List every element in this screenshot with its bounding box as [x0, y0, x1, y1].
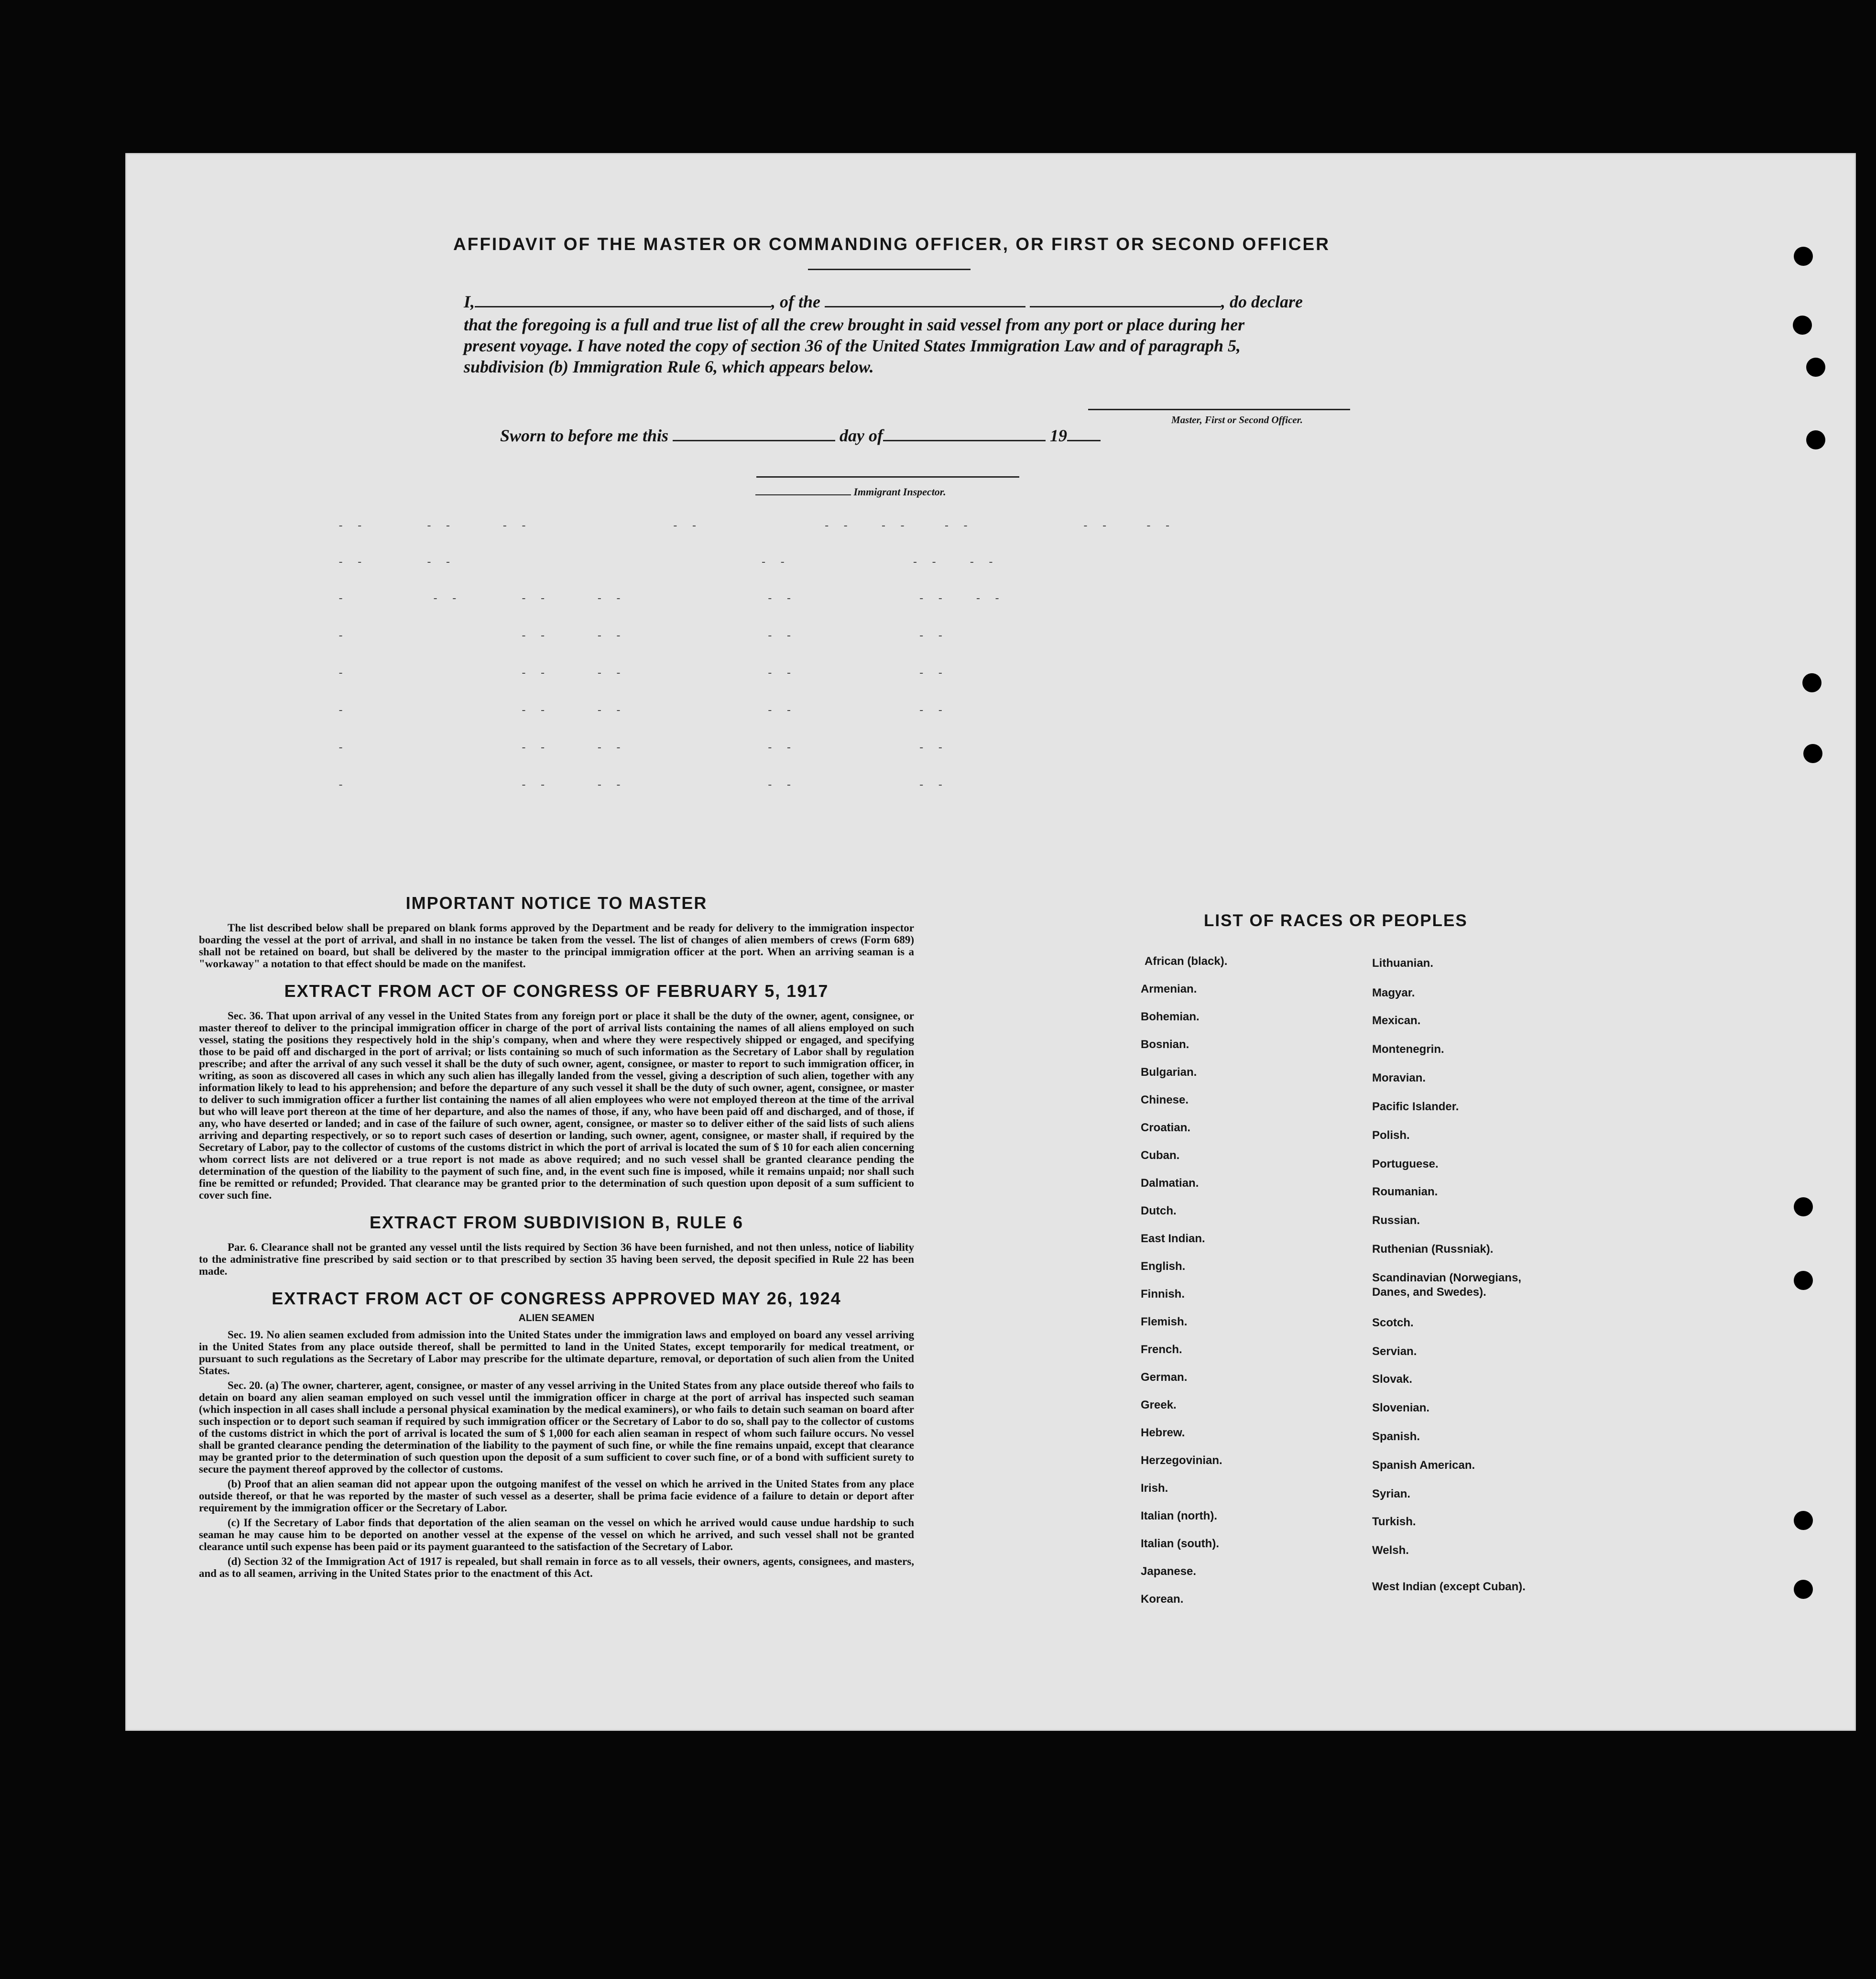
par-6-paragraph: Par. 6. Clearance shall not be granted any vessel until the lists required by Section 36 have been furnished, and not then unless, notice of liability to the administrative fine prescribed by said section or to that prescribed by section 35 having been served, the deposit specified in Rule 22 has been made.	[199, 1241, 914, 1277]
race-item: East Indian.	[1141, 1232, 1205, 1245]
sec-19-paragraph: Sec. 19. No alien seamen excluded from admission into the United States under the immigration laws and employed on board any vessel arriving in the United States from any place outside thereof, shall be permitted to land in the United States, except temporarily for medical treatment, or pursuant to such regulations as the Secretary of Labor may prescribe for the ultimate departure, removal, or deportation of such alien from the United States.	[199, 1329, 914, 1377]
race-item: Ruthenian (Russniak).	[1372, 1243, 1494, 1256]
sec-20a-paragraph: Sec. 20. (a) The owner, charterer, agent, consignee, or master of any vessel arriving in the United States from any place outside thereof who fails to detain on board any alien seaman employed on such vessel until the immigration officer in charge at the port of arrival has inspected such seaman (which inspection in all cases shall include a personal physical examination by the medical examiners), or who fails to detain such seaman on board after such inspection or to deport such seaman if required by such immigration officer or the Secretary of Labor to do so, shall pay to the collector of customs of the customs district in which the port of arrival is located the sum of $ 1,000 for each alien seaman in respect of whom such failure occurs. No vessel shall be granted clearance pending the determination of the liability to the payment of such fine, or while the fine remains unpaid, except that clearance may be granted prior to the determination of such question upon the deposit of a sum sufficient to cover such fine, or of a bond with sufficient surety to secure the payment thereof approved by the collector of customs.	[199, 1379, 914, 1475]
bleed-dash-row: - - - - - - - - -	[338, 705, 944, 717]
extract-rule6-body	[199, 1241, 914, 1277]
sec-20c-paragraph: (c) If the Secretary of Labor finds that deportation of the alien seaman on the vessel on which he arrived would cause undue hardship to such seaman he may cause him to be deported on another vessel at the expense of the vessel on which he arrived, and such vessel shall not be granted clearance until such expense has been paid or its payment guaranteed to the satisfaction of the Secretary of Labor.	[199, 1517, 914, 1553]
binder-hole-icon	[1794, 1271, 1813, 1290]
sworn-line	[500, 426, 1101, 446]
affidavit-i-label: I,	[464, 292, 475, 311]
sworn-month-field[interactable]	[883, 440, 1046, 441]
race-item: Moravian.	[1372, 1072, 1426, 1084]
sworn-day-field[interactable]	[673, 440, 835, 441]
race-item: Japanese.	[1141, 1565, 1197, 1578]
affidavit-line-2: that the foregoing is a full and true list of all the crew brought in said vessel from any port or place during her	[464, 315, 1245, 334]
title-underline	[808, 269, 971, 270]
sec-20d-paragraph: (d) Section 32 of the Immigration Act of 1917 is repealed, but shall remain in force as to all vessels, their owners, agents, consignees, and masters, and as to all seamen, arriving in the United States prior to the enactment of this Act.	[199, 1555, 914, 1579]
race-item: Herzegovinian.	[1141, 1454, 1222, 1467]
race-item: Portuguese.	[1372, 1158, 1439, 1170]
bleed-dash-row: - - - - - - - - -	[338, 779, 944, 791]
notice-title: IMPORTANT NOTICE TO MASTER	[405, 893, 708, 913]
race-item: Bulgarian.	[1141, 1066, 1197, 1079]
bleed-dash-row: - - - - - - - - - - - - -	[338, 593, 1001, 605]
master-signature-caption: Master, First or Second Officer.	[1171, 414, 1303, 426]
race-item: Pacific Islander.	[1372, 1100, 1459, 1113]
binder-hole-icon	[1802, 673, 1821, 692]
affidavit-of-the: , of the	[771, 292, 821, 311]
year-prefix: 19	[1050, 426, 1068, 445]
binder-hole-icon	[1794, 1511, 1813, 1530]
vessel-name-field[interactable]	[825, 306, 1025, 307]
binder-hole-icon	[1794, 1580, 1813, 1599]
vessel-line-field[interactable]	[1030, 306, 1221, 307]
affidavit-line-3: present voyage. I have noted the copy of section 36 of the United States Immigration Law and of paragraph 5,	[464, 336, 1241, 355]
bleed-dash-row: - - - - - - - - -	[338, 667, 944, 679]
extract-rule6-title: EXTRACT FROM SUBDIVISION B, RULE 6	[369, 1213, 744, 1232]
race-item: Russian.	[1372, 1214, 1420, 1227]
race-item: French.	[1141, 1343, 1182, 1356]
binder-hole-icon	[1806, 358, 1825, 377]
race-item: Korean.	[1141, 1593, 1184, 1606]
race-item: Scandinavian (Norwegians, Danes, and Swedes).	[1372, 1271, 1522, 1299]
legal-notices-column	[199, 893, 914, 1582]
bleed-dash-row: - - - - - - - - - -	[338, 557, 994, 569]
race-item: Magyar.	[1372, 986, 1415, 999]
notice-paragraph: The list described below shall be prepared on blank forms approved by the Department and be ready for delivery to the immigration inspector boarding the vessel at the port of arrival, and shall in no instance be taken from the vessel. The list of changes of alien members of crews (Form 689) shall not be retained on board, but shall be delivered by the master to the principal immigration officer at the port. When an arriving seaman is a "workaway" a notation to that effect should be made on the manifest.	[199, 922, 914, 970]
extract-1924-title: EXTRACT FROM ACT OF CONGRESS APPROVED MAY 26, 1924	[272, 1289, 841, 1308]
race-item: Italian (south).	[1141, 1537, 1219, 1550]
race-item: Lithuanian.	[1372, 957, 1433, 970]
race-item: Polish.	[1372, 1129, 1410, 1142]
race-item: Finnish.	[1141, 1288, 1185, 1301]
race-item: Roumanian.	[1372, 1185, 1438, 1198]
affidavit-do-declare: , do declare	[1221, 292, 1303, 311]
race-item: Welsh.	[1372, 1544, 1409, 1557]
race-item: Croatian.	[1141, 1121, 1191, 1134]
binder-hole-icon	[1794, 1197, 1813, 1216]
race-item: Greek.	[1141, 1399, 1177, 1411]
extract-1917-title: EXTRACT FROM ACT OF CONGRESS OF FEBRUARY 5, 1917	[284, 981, 829, 1001]
race-item: Cuban.	[1141, 1149, 1180, 1162]
binder-hole-icon	[1803, 744, 1822, 763]
race-item: Turkish.	[1372, 1515, 1416, 1528]
race-item: Dalmatian.	[1141, 1177, 1199, 1190]
sworn-label: Sworn to before me this	[500, 426, 669, 445]
binder-hole-icon	[1793, 316, 1812, 335]
race-item: Bohemian.	[1141, 1010, 1200, 1023]
alien-seamen-subtitle: ALIEN SEAMEN	[518, 1312, 595, 1323]
race-item: Irish.	[1141, 1482, 1168, 1495]
bleed-dash-row: - - - - - - - - -	[338, 630, 944, 642]
race-item: Scotch.	[1372, 1316, 1414, 1329]
race-item: Flemish.	[1141, 1315, 1188, 1328]
race-item: Armenian.	[1141, 983, 1197, 995]
race-item: Spanish American.	[1372, 1459, 1475, 1472]
sworn-year-field[interactable]	[1067, 440, 1101, 441]
race-item: German.	[1141, 1371, 1188, 1384]
binder-hole-icon	[1794, 247, 1813, 266]
extract-1917-body	[199, 1010, 914, 1201]
sec-20b-paragraph: (b) Proof that an alien seaman did not appear upon the outgoing manifest of the vessel on which he arrived in the United States from any place outside thereof, or that he was reported by the master of such vessel as a deserter, shall be prima facie evidence of a failure to detain or deport after requirement by the immigration officer or the Secretary of Labor.	[199, 1478, 914, 1514]
race-item: Montenegrin.	[1372, 1043, 1444, 1056]
race-item: Italian (north).	[1141, 1509, 1217, 1522]
day-of-label: day of	[840, 426, 883, 445]
extract-1924-body	[199, 1329, 914, 1579]
race-item: West Indian (except Cuban).	[1372, 1580, 1526, 1593]
master-signature-line[interactable]	[1088, 409, 1350, 410]
race-item: Chinese.	[1141, 1093, 1189, 1106]
race-item: Syrian.	[1372, 1487, 1411, 1500]
binder-hole-icon	[1806, 430, 1825, 449]
race-item: Hebrew.	[1141, 1426, 1185, 1439]
notice-body	[199, 922, 914, 970]
affidavit-line-4: subdivision (b) Immigration Rule 6, which appears below.	[464, 357, 874, 376]
race-item: Spanish.	[1372, 1430, 1420, 1443]
race-item: Slovak.	[1372, 1373, 1413, 1386]
inspector-caption	[755, 486, 946, 498]
affidavit-line-1	[464, 292, 1303, 312]
bleed-dash-row: - - - - - - - - -	[338, 742, 944, 754]
sec-36-paragraph: Sec. 36. That upon arrival of any vessel in the United States from any foreign port or place it shall be the duty of the owner, agent, consignee, or master thereof to deliver to the principal immigration officer in charge of the port of arrival lists containing the names of all aliens employed on such vessel, stating the positions they respectively hold in the ship's company, when and where they were respectively shipped or engaged, and specifying those to be paid off and discharged in the port of arrival; or lists containing so much of such information as the Secretary of Labor shall by regulation prescribe; and after the arrival of any such vessel it shall be the duty of such owner, agent, consignee, or master to report to such immigration officer, in writing, as soon as discovered all cases in which any such alien has illegally landed from the vessel, giving a description of such alien, together with any information likely to lead to his apprehension; and before the departure of any such vessel it shall be the duty of such owner, agent, consignee, or master to deliver to such immigration officer a further list containing the names of all alien employees who were not employed thereon at the time of the arrival but who will leave port thereon at the time of her departure, and also the names of those, if any, who have been paid off and discharged, and of those, if any, who have deserted or landed; and in case of the failure of such owner, agent, consignee, or master so to deliver either of the said lists of such aliens arriving and departing respectively, or so to report such cases of desertion or landing, such owner, agent, consignee, or master shall, if required by the Secretary of Labor, pay to the collector of customs of the customs district in which the port of arrival is located the sum of $ 10 for each alien concerning whom correct lists are not delivered or a true report is not made as above required; and no such vessel shall be granted clearance pending the determination of the question of the liability to the payment of such fine, and, in the event such fine is imposed, while it remains unpaid; nor shall such fine be remitted or refunded; Provided. That clearance may be granted prior to the determination of such question upon deposit of a sum sufficient to cover such fine.	[199, 1010, 914, 1201]
race-item: African (black).	[1145, 955, 1228, 968]
inspector-label: Immigrant Inspector.	[853, 486, 946, 498]
affidavit-title: AFFIDAVIT OF THE MASTER OR COMMANDING OFFICER, OR FIRST OR SECOND OFFICER	[453, 234, 1330, 254]
inspector-signature-line[interactable]	[756, 476, 1019, 478]
race-item: Slovenian.	[1372, 1401, 1430, 1414]
bleed-dash-row: - - - - - - - - - - - - - - - - - -	[338, 520, 1171, 532]
race-item: English.	[1141, 1260, 1186, 1273]
race-item: Bosnian.	[1141, 1038, 1189, 1051]
race-item: Mexican.	[1372, 1014, 1421, 1027]
race-item: Dutch.	[1141, 1204, 1177, 1217]
inspector-name-field[interactable]	[755, 494, 851, 495]
races-title: LIST OF RACES OR PEOPLES	[1204, 911, 1468, 930]
race-item: Servian.	[1372, 1345, 1417, 1358]
master-name-field[interactable]	[475, 306, 771, 307]
